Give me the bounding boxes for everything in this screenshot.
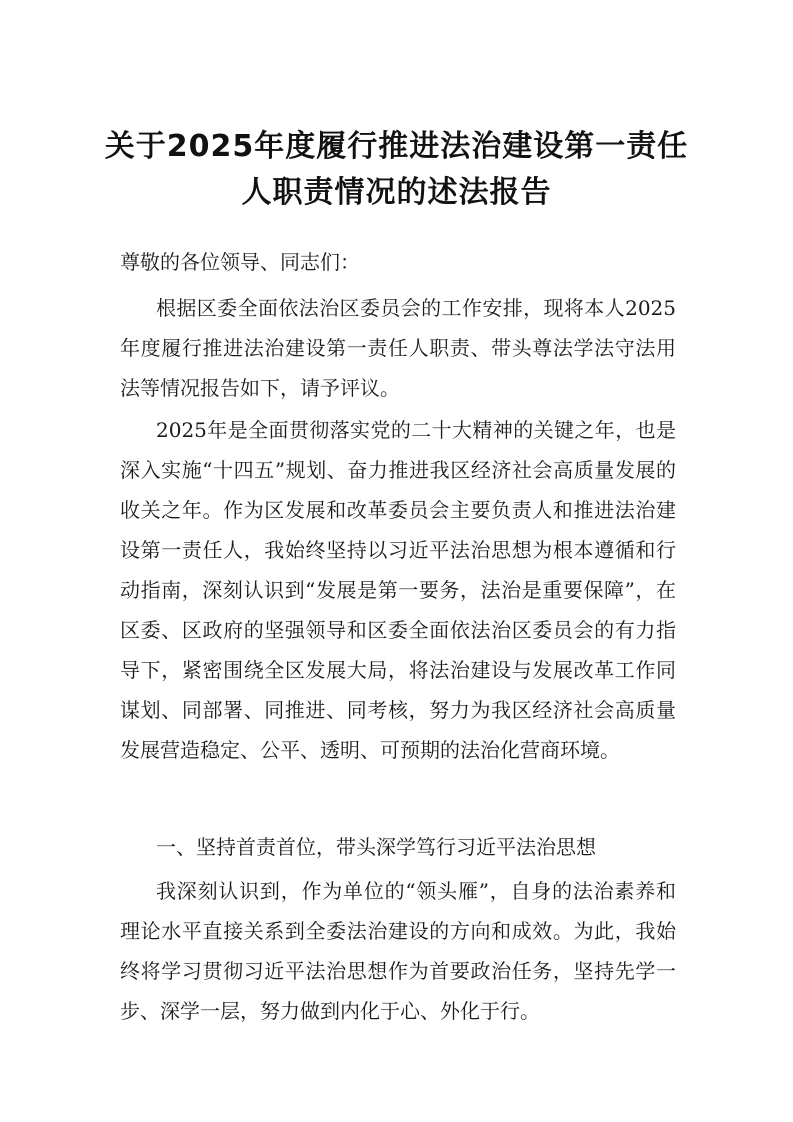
paragraph-overview: 2025年是全面贯彻落实党的二十大精神的关键之年，也是深入实施“十四五”规划、奋力推进我区经济社会高质量发展的收关之年。作为区发展和改革委员会主要负责人和推进法治建设第一责任人，我始终坚持以习近平法治思想为根本遵循和行动指南，深刻认识到“发展是第一要务，法治是重要保障”，在区委、区政府的坚强领导和区委全面依法治区委员会的有力指导下，紧密围绕全区发展大局，将法治建设与发展改革工作同谋划、同部署、同推进、同考核，努力为我区经济社会高质量发展营造稳定、公平、透明、可预期的法治化营商环境。 <box>120 418 676 762</box>
document-title-line-2: 人职责情况的述法报告 <box>241 175 552 210</box>
section-heading: 一、坚持首责首位，带头深学笃行习近平法治思想 <box>156 835 596 859</box>
document-title-line-1: 关于2025年度履行推进法治建设第一责任 <box>104 129 689 164</box>
salutation: 尊敬的各位领导、同志们： <box>120 250 360 274</box>
section-paragraph: 我深刻认识到，作为单位的“领头雁”，自身的法治素养和理论水平直接关系到全委法治建设的方向和成效。为此，我始终将学习贯彻习近平法治思想作为首要政治任务，坚持先学一步、深学一层，努力做到内化于心、外化于行。 <box>120 879 676 1023</box>
paragraph-intro: 根据区委全面依法治区委员会的工作安排，现将本人2025年度履行推进法治建设第一责任人职责、带头尊法学法守法用法等情况报告如下，请予评议。 <box>120 296 676 400</box>
